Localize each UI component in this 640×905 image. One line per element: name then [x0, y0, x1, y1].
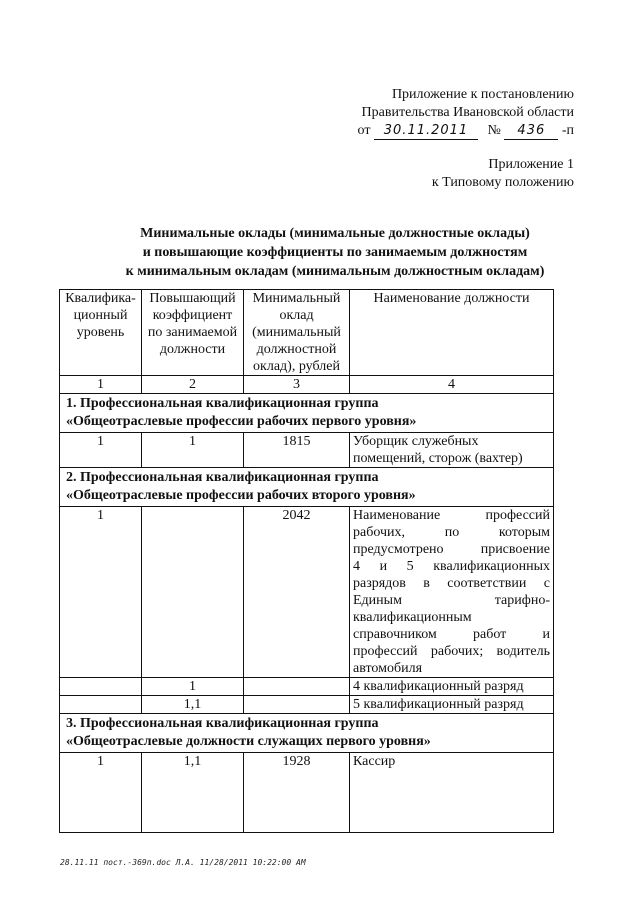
name-line: профессий рабочих; водитель [353, 644, 550, 659]
cell-salary [244, 678, 350, 696]
col-number: 3 [244, 376, 350, 394]
cell-level [60, 678, 142, 696]
group-2-title [60, 468, 554, 507]
cell-level: 1 [60, 507, 142, 678]
table-header-row [60, 290, 554, 376]
name-line: рабочих, по которым [353, 525, 550, 540]
number-suffix: -п [561, 123, 574, 138]
cell-position-name: Кассир [350, 753, 554, 833]
cell-position-name [350, 507, 554, 678]
name-line: предусмотрено присвоение [353, 542, 550, 557]
document-footer: 28.11.11 пост.-369п.doc Л.А. 11/28/2011 10:22:00 AM [60, 858, 306, 867]
name-line: Наименование профессий [353, 508, 550, 523]
col-number: 2 [142, 376, 244, 394]
group-1-title [60, 394, 554, 433]
header-coefficient: Повышающий коэффициент по занимаемой должности [142, 290, 244, 376]
appendix-line-2: к Типовому положению [431, 175, 574, 190]
cell-level [60, 696, 142, 714]
header-block [358, 86, 574, 140]
group-title-line-1: 3. Профессиональная квалификационная группа [66, 716, 379, 731]
cell-salary: 1815 [244, 433, 350, 468]
appendix-block [432, 156, 574, 192]
cell-salary: 2042 [244, 507, 350, 678]
name-line: 4 и 5 квалификационных [353, 559, 550, 574]
group-header-row [60, 394, 554, 433]
document-title [60, 224, 610, 281]
group-title-line-2: «Общеотраслевые профессии рабочих первого уровня» [66, 414, 417, 429]
title-line-2: и повышающие коэффициенты по занимаемым должностям [142, 245, 528, 260]
appendix-line-1: Приложение 1 [488, 157, 574, 172]
cell-level: 1 [60, 753, 142, 833]
title-line-3: к минимальным окладам (минимальным должностным окладам) [125, 264, 545, 279]
title-line-1: Минимальные оклады (минимальные должностные оклады) [140, 226, 530, 241]
group-title-line-2: «Общеотраслевые должности служащих первого уровня» [66, 734, 431, 749]
cell-salary: 1928 [244, 753, 350, 833]
cell-coefficient: 1,1 [142, 753, 244, 833]
table-row [60, 507, 554, 678]
salary-table [59, 289, 554, 833]
cell-coefficient: 1 [142, 678, 244, 696]
table-row [60, 696, 554, 714]
column-numbers-row [60, 376, 554, 394]
cell-coefficient: 1,1 [142, 696, 244, 714]
table-row [60, 433, 554, 468]
group-title-line-1: 2. Профессиональная квалификационная группа [66, 470, 379, 485]
name-line: справочником работ и [353, 627, 550, 642]
cell-position-name: 5 квалификационный разряд [350, 696, 554, 714]
table-row [60, 678, 554, 696]
col-number: 4 [350, 376, 554, 394]
number-value: 436 [504, 123, 558, 140]
cell-coefficient [142, 507, 244, 678]
header-date-number-line [358, 122, 574, 140]
cell-coefficient: 1 [142, 433, 244, 468]
cell-position-name: 4 квалификационный разряд [350, 678, 554, 696]
name-line: разрядов в соответствии с [353, 576, 550, 591]
cell-salary [244, 696, 350, 714]
number-sign: № [487, 123, 501, 138]
col-number: 1 [60, 376, 142, 394]
date-value: 30.11.2011 [374, 123, 478, 140]
name-line: квалификационным [353, 610, 472, 625]
table-row [60, 753, 554, 833]
group-title-line-2: «Общеотраслевые профессии рабочих второго уровня» [66, 488, 416, 503]
header-qualification-level: Квалифика-ционный уровень [60, 290, 142, 376]
cell-level: 1 [60, 433, 142, 468]
group-title-line-1: 1. Профессиональная квалификационная группа [66, 396, 379, 411]
group-header-row [60, 468, 554, 507]
header-line-2: Правительства Ивановской области [361, 105, 574, 120]
name-line: автомобиля [353, 661, 423, 676]
group-3-title [60, 714, 554, 753]
date-prefix: от [357, 123, 371, 138]
group-header-row [60, 714, 554, 753]
header-position-name: Наименование должности [350, 290, 554, 376]
cell-position-name: Уборщик служебных помещений, сторож (вахтер) [350, 433, 554, 468]
name-line: Единым тарифно- [353, 593, 550, 608]
header-min-salary: Минимальный оклад (минимальный должностной оклад), рублей [244, 290, 350, 376]
header-line-1: Приложение к постановлению [391, 87, 574, 102]
